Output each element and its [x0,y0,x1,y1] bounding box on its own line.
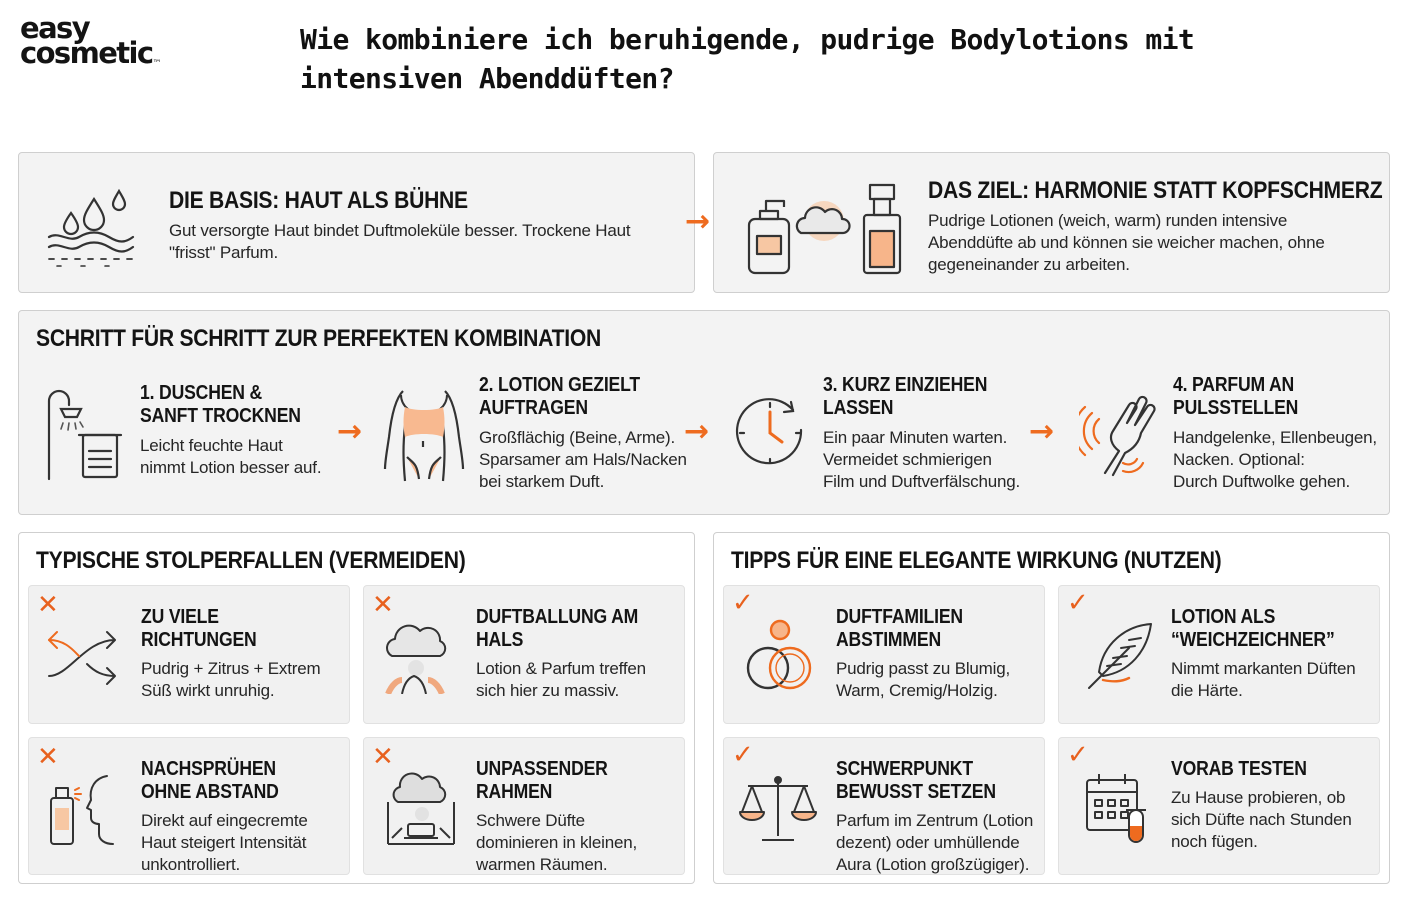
basis-panel [18,152,695,293]
pitfall-text-line-2: Süß wirkt unruhig. [141,681,275,700]
tips-panel [713,532,1390,884]
tip-text-line-1: Nimmt markanten Düften [1171,659,1356,678]
steps-heading: SCHRITT FÜR SCHRITT ZUR PERFEKTEN KOMBINATION [36,325,601,352]
tip-title-line-1: SCHWERPUNKT [836,758,973,780]
checkmark-icon: ✓ [732,588,754,618]
tip-card [1058,585,1380,724]
step-2-title-line-1: 2. LOTION GEZIELT [479,374,640,396]
step-1-text-line-2: nimmt Lotion besser auf. [140,458,322,477]
pitfalls-panel [18,532,695,884]
pitfall-title-line-2: RAHMEN [476,781,553,803]
pitfall-card [28,585,350,724]
lotion-cloud-perfume-icon [746,181,906,275]
water-drops-skin-icon [45,189,137,269]
step-4-title-line-1: 4. PARFUM AN [1173,374,1295,396]
tip-text-line-3: noch fügen. [1171,832,1258,851]
scent-cloud-neck-icon [382,622,448,694]
arrow-icon: → [337,414,363,449]
tip-title-line-1: VORAB TESTEN [1171,758,1307,780]
brand-line-2 [20,35,190,70]
pitfall-title-line-1: UNPASSENDER [476,758,608,780]
page-title: Wie kombiniere ich beruhigende, pudrige Bodylotions mit intensiven Abenddüften? [300,23,1195,95]
arrow-icon: → [684,414,710,449]
step-3-text-line-3: Film und Duftverfälschung. [823,472,1020,491]
tip-title-line-2: “WEICHZEICHNER” [1171,629,1335,651]
pitfall-text-line-2: sich hier zu massiv. [476,681,620,700]
step-3-title-line-2: LASSEN [823,397,894,419]
basis-heading: DIE BASIS: HAUT ALS BÜHNE [169,187,468,214]
tip-text-line-1: Zu Hause probieren, ob [1171,788,1346,807]
checkmark-icon: ✓ [732,740,754,770]
cross-icon: ✕ [372,742,394,772]
cross-icon: ✕ [37,742,59,772]
arrow-icon: → [685,204,711,239]
brand-logo [20,11,190,70]
step-2-text-line-2: Sparsamer am Hals/Nacken [479,450,687,469]
pitfall-text-line-1: Lotion & Parfum treffen [476,659,646,678]
shower-towel-icon [43,387,127,481]
pitfall-card [363,737,685,875]
pitfall-text-line-2: Haut steigert Intensität [141,833,307,852]
pitfall-card [28,737,350,875]
clock-icon [733,396,807,470]
ziel-text-line-1: Pudrige Lotionen (weich, warm) runden intensive [928,211,1288,230]
calendar-testtube-icon [1083,770,1149,844]
tip-title-line-2: ABSTIMMEN [836,629,941,651]
step-1-title-line-2: SANFT TROCKNEN [140,405,301,427]
pitfall-text-line-1: Direkt auf eingecremte [141,811,308,830]
tip-text-line-3: Aura (Lotion großzügiger). [836,855,1030,874]
tip-card [1058,737,1380,875]
tip-card [723,737,1045,875]
pitfall-title-line-1: ZU VIELE [141,606,219,628]
balance-scale-icon [738,772,818,844]
tip-text-line-1: Parfum im Zentrum (Lotion [836,811,1034,830]
pitfall-title-line-1: DUFTBALLUNG AM [476,606,639,628]
ziel-heading: DAS ZIEL: HARMONIE STATT KOPFSCHMERZ [928,177,1383,204]
checkmark-icon: ✓ [1067,588,1089,618]
ziel-text-line-3: gegeneinander zu arbeiten. [928,255,1130,274]
pitfalls-heading: TYPISCHE STOLPERFALLEN (VERMEIDEN) [36,547,466,574]
pitfall-text-line-3: warmen Räumen. [476,855,608,874]
step-3-text-line-2: Vermeidet schmierigen [823,450,992,469]
pitfall-title-line-2: RICHTUNGEN [141,629,257,651]
tip-card [723,585,1045,724]
steps-panel [18,310,1390,515]
step-4-title-line-2: PULSSTELLEN [1173,397,1299,419]
tip-text-line-2: sich Düfte nach Stunden [1171,810,1352,829]
basis-text-line-2: "frisst" Parfum. [169,243,278,262]
ziel-panel [713,152,1390,293]
wrist-pulse-icon [1079,391,1161,477]
checkmark-icon: ✓ [1067,740,1089,770]
brand-line-2-text: cosmetic [20,35,153,70]
spray-face-icon [47,772,123,848]
tip-text-line-2: dezent) oder umhüllende [836,833,1020,852]
interlocking-rings-icon [744,618,816,694]
room-cloud-icon [384,768,458,848]
step-1-text-line-1: Leicht feuchte Haut [140,436,283,455]
pitfall-text-line-2: dominieren in kleinen, [476,833,637,852]
tip-title-line-1: LOTION ALS [1171,606,1276,628]
step-4-text-line-1: Handgelenke, Ellenbeugen, [1173,428,1377,447]
basis-text-line-1: Gut versorgte Haut bindet Duftmoleküle besser. Trockene Haut [169,221,631,240]
step-2-title-line-2: AUFTRAGEN [479,397,588,419]
step-4-text-line-2: Nacken. Optional: [1173,450,1305,469]
ziel-text-line-2: Abenddüfte ab und können sie weicher machen, ohne [928,233,1325,252]
step-2-text-line-3: bei starkem Duft. [479,472,605,491]
pitfall-text-line-1: Schwere Düfte [476,811,585,830]
tips-heading: TIPPS FÜR EINE ELEGANTE WIRKUNG (NUTZEN) [731,547,1222,574]
tip-title-line-2: BEWUSST SETZEN [836,781,996,803]
feather-icon [1085,620,1157,692]
step-3-title-line-1: 3. KURZ EINZIEHEN [823,374,988,396]
tip-title-line-1: DUFTFAMILIEN [836,606,963,628]
cross-icon: ✕ [372,590,394,620]
body-silhouette-icon [381,385,467,485]
pitfall-text-line-1: Pudrig + Zitrus + Extrem [141,659,321,678]
pitfall-card [363,585,685,724]
step-3-text-line-1: Ein paar Minuten warten. [823,428,1008,447]
step-2-text-line-1: Großflächig (Beine, Arme). [479,428,676,447]
pitfall-title-line-2: HALS [476,629,524,651]
crossing-arrows-icon [45,628,121,688]
pitfall-title-line-1: NACHSPRÜHEN [141,758,276,780]
brand-line-1: easy [20,11,90,45]
tip-text-line-2: Warm, Cremig/Holzig. [836,681,998,700]
brand-tm: ™ [152,58,162,69]
step-1-title-line-1: 1. DUSCHEN & [140,382,263,404]
pitfall-text-line-3: unkontrolliert. [141,855,241,874]
step-4-text-line-3: Durch Duftwolke gehen. [1173,472,1351,491]
cross-icon: ✕ [37,590,59,620]
tip-text-line-1: Pudrig passt zu Blumig, [836,659,1010,678]
tip-text-line-2: die Härte. [1171,681,1243,700]
arrow-icon: → [1029,414,1055,449]
pitfall-title-line-2: OHNE ABSTAND [141,781,279,803]
